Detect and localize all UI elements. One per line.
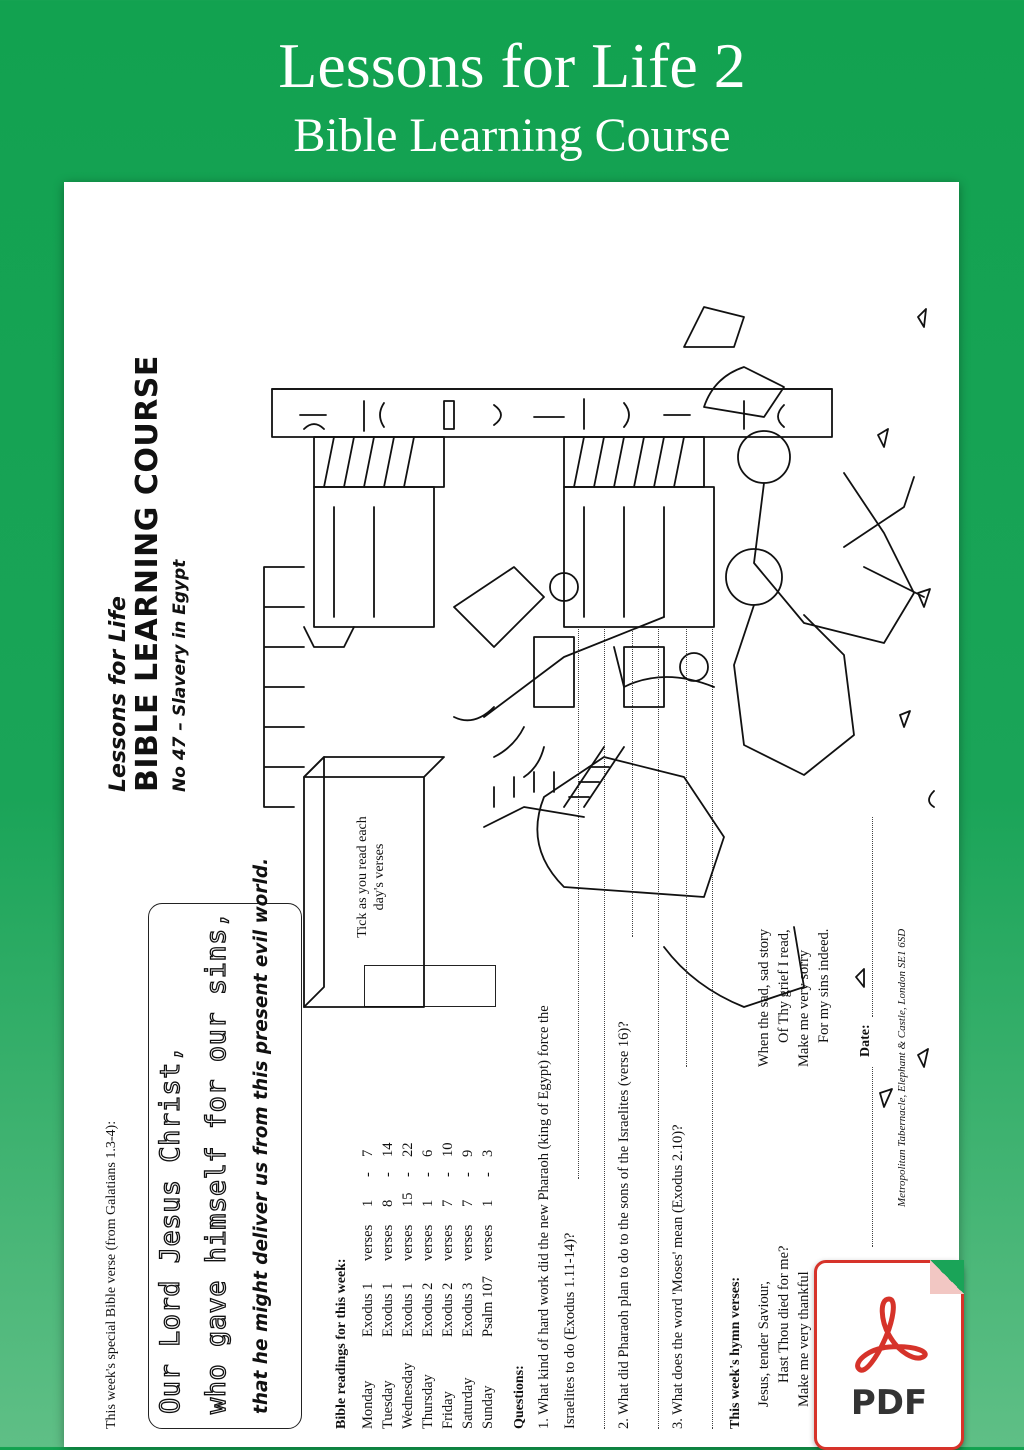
reading-from: 8 xyxy=(380,1199,396,1207)
product-title: Lessons for Life 2 xyxy=(278,30,746,101)
question-2: 2. What did Pharaoh plan to do to the sons of the Israelites (verse 16)? xyxy=(616,1021,632,1429)
pdf-label: PDF xyxy=(850,1383,928,1423)
reading-book: Exodus 2 xyxy=(420,1282,436,1337)
questions-heading: Questions: xyxy=(512,1365,527,1429)
reading-verses-word: verses xyxy=(400,1224,416,1261)
reading-verses-word: verses xyxy=(360,1224,376,1261)
reading-book: Exodus 1 xyxy=(360,1282,376,1337)
slavery-illustration xyxy=(64,182,959,1447)
publisher-footer: Metropolitan Tabernacle, Elephant & Castle, London SE1 6SD xyxy=(896,928,908,1207)
reading-to: 9 xyxy=(460,1149,476,1157)
reading-to: 7 xyxy=(360,1149,376,1157)
reading-from: 15 xyxy=(400,1192,416,1207)
readings-heading: Bible readings for this week: xyxy=(334,1258,349,1429)
reading-to: 6 xyxy=(420,1149,436,1157)
hymn-line: Hast Thou died for me? xyxy=(776,1245,792,1383)
question-1-line-1: 1. What kind of hard work did the new Pharaoh (king of Egypt) force the xyxy=(536,1005,552,1429)
reading-day: Friday xyxy=(440,1391,456,1429)
worksheet-preview[interactable] xyxy=(64,182,959,1447)
acrobat-pdf-icon xyxy=(845,1291,933,1379)
reading-book: Exodus 2 xyxy=(440,1282,456,1337)
lesson-title: No 47 – Slavery in Egypt xyxy=(170,559,190,792)
hymn-line: Jesus, tender Saviour, xyxy=(756,1281,772,1407)
tick-note: Tick as you read each day's verses xyxy=(355,816,387,938)
hymn-heading: This week's hymn verses: xyxy=(728,1276,743,1429)
reading-verses-word: verses xyxy=(420,1224,436,1261)
question-1-line-2: Israelites to do (Exodus 1.11-14)? xyxy=(562,1232,578,1429)
reading-from: 1 xyxy=(480,1199,496,1207)
hymn-line: Make me very sorry xyxy=(796,949,812,1067)
product-subtitle: Bible Learning Course xyxy=(293,109,731,162)
reading-to: 3 xyxy=(480,1149,496,1157)
hymn-line: When the sad, sad story xyxy=(756,928,772,1067)
reading-day: Saturday xyxy=(460,1377,476,1429)
verse-line-2: who gave himself for our sins, xyxy=(201,911,232,1414)
reading-to: 10 xyxy=(440,1142,456,1157)
reading-book: Exodus 1 xyxy=(400,1282,416,1337)
verse-line-3: that he might deliver us from this present evil world. xyxy=(251,857,272,1414)
reading-verses-word: verses xyxy=(440,1224,456,1261)
reading-day: Sunday xyxy=(480,1385,496,1429)
hymn-line: Make me very thankful xyxy=(796,1271,812,1407)
reading-from: 7 xyxy=(460,1199,476,1207)
reading-verses-word: verses xyxy=(380,1224,396,1261)
course-title: BIBLE LEARNING COURSE xyxy=(130,355,165,792)
reading-day: Monday xyxy=(360,1380,376,1429)
reading-book: Psalm 107 xyxy=(480,1276,496,1337)
reading-verses-word: verses xyxy=(460,1224,476,1261)
reading-to: 14 xyxy=(380,1142,396,1157)
reading-from: 1 xyxy=(420,1199,436,1207)
pdf-download-badge[interactable] xyxy=(814,1260,964,1450)
worksheet-page: This week's special Bible verse (from Galatians 1.3-4): Our Lord Jesus Christ, who gave himself for our sins, that he might deliver us from this present evil world. Bible readings for this week: Monday Exodus 1 verses 1 - 7 Tuesday Exodus 1 verses 8 - 14 Wednesday Exodus 1 verses 15 - 22 Thursday Exodus 2 verses 1 - 6 Friday Exodus 2 verses 7 - 10 Saturday Exodus 3 verses 7 - 9 Sunday Psalm 107 verses 1 - 3 Tick as you read each day's verses Questions: 1. What kind of hard work did the new Pharaoh (king of Egypt) force the Israelites to do (Exodus 1.11-14)? 2. What did Pharaoh plan to do to the sons of the Israelites (verse 16)? 3. What does the word 'Moses' mean (Exodus 2.10)? This week's hymn verses: Jesus, tender Saviour, Hast Thou died for me? Make me very thankful When the sad, sad story Of Thy grief I read, Make me very sorry For my sins indeed. Date: Metropolitan Tabernacle, Elephant & Castle, London SE1 6SD Lessons for Life BIBLE LEARNING COURSE No 47 – Slavery in Egypt xyxy=(64,182,959,1447)
hymn-line: For my sins indeed. xyxy=(816,928,832,1043)
reading-from: 7 xyxy=(440,1199,456,1207)
reading-day: Thursday xyxy=(420,1374,436,1429)
page-fold xyxy=(930,1260,964,1294)
reading-book: Exodus 1 xyxy=(380,1282,396,1337)
reading-verses-word: verses xyxy=(480,1224,496,1261)
verse-intro: This week's special Bible verse (from Galatians 1.3-4): xyxy=(104,1120,119,1429)
verse-line-1: Our Lord Jesus Christ, xyxy=(155,1045,186,1414)
date-label: Date: xyxy=(858,1024,873,1057)
reading-day: Wednesday xyxy=(400,1362,416,1429)
reading-to: 22 xyxy=(400,1142,416,1157)
reading-day: Tuesday xyxy=(380,1380,396,1429)
series-title: Lessons for Life xyxy=(106,596,131,792)
reading-from: 1 xyxy=(360,1199,376,1207)
page-banner xyxy=(0,0,1024,180)
question-3: 3. What does the word 'Moses' mean (Exodus 2.10)? xyxy=(670,1124,686,1429)
reading-book: Exodus 3 xyxy=(460,1282,476,1337)
hymn-line: Of Thy grief I read, xyxy=(776,929,792,1043)
